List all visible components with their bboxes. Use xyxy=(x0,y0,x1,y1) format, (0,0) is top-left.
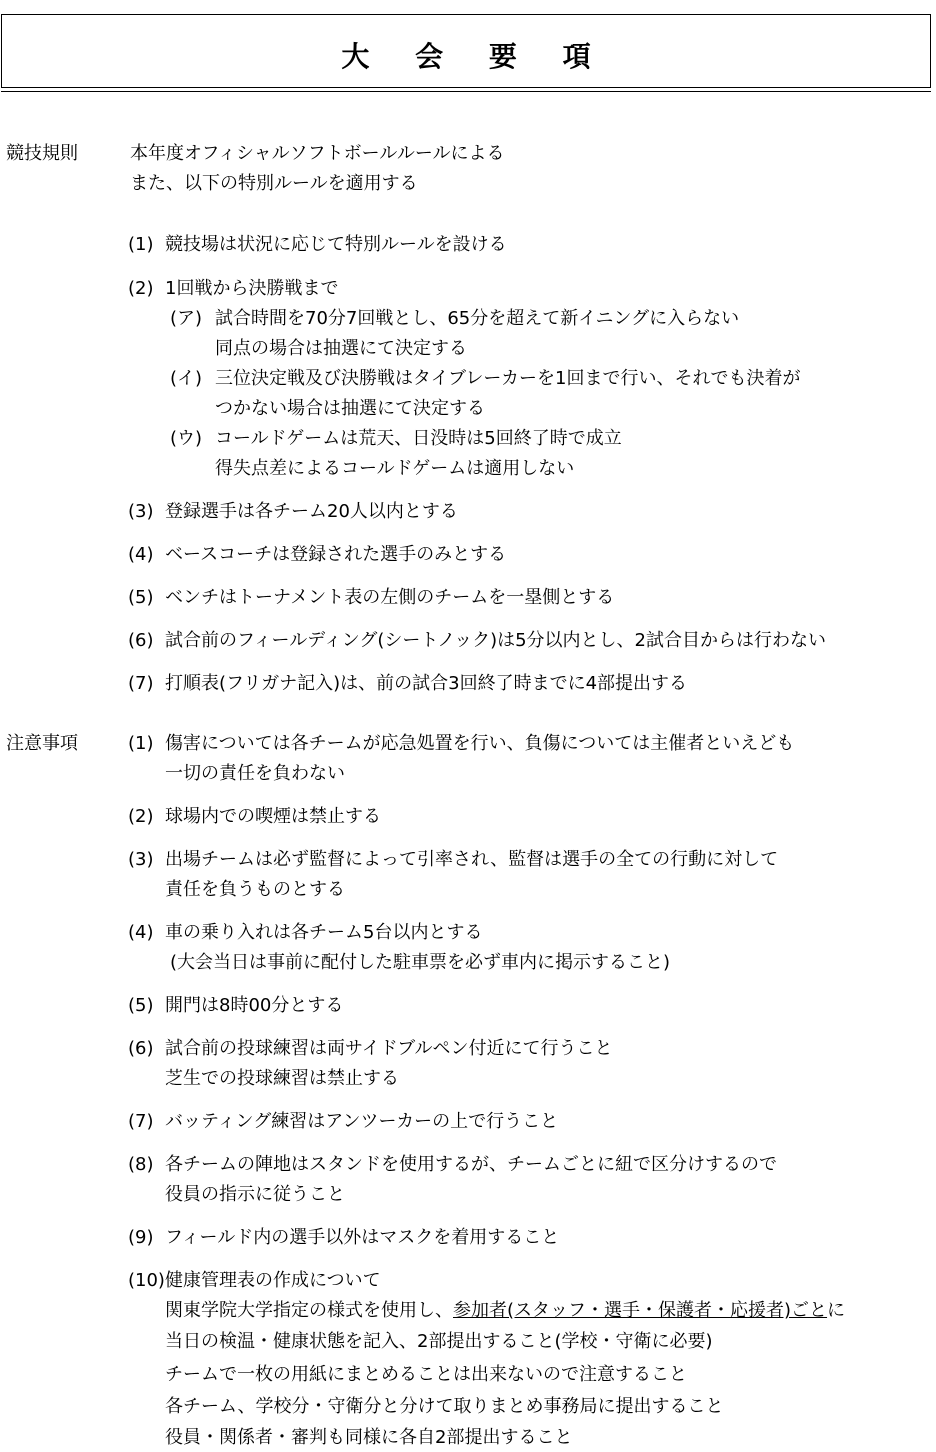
sub-rule-text: 同点の場合は抽選にて決定する xyxy=(215,338,467,359)
sub-rule-number: (ア) xyxy=(170,308,203,329)
rules-intro-line: また、以下の特別ルールを適用する xyxy=(130,173,418,194)
rule-number: (4) xyxy=(128,544,154,565)
note-text: 芝生での投球練習は禁止する xyxy=(165,1068,399,1089)
rule-text: 登録選手は各チーム20人以内とする xyxy=(165,501,458,522)
health-line: チームで一枚の用紙にまとめることは出来ないので注意すること xyxy=(165,1364,687,1385)
rule-number: (1) xyxy=(128,234,154,255)
rule-number: (2) xyxy=(128,278,154,299)
note-text: 健康管理表の作成について xyxy=(165,1270,381,1291)
note-number: (10) xyxy=(128,1270,165,1291)
note-text: バッティング練習はアンツーカーの上で行うこと xyxy=(165,1111,559,1132)
sub-rule-text: 三位決定戦及び決勝戦はタイブレーカーを1回まで行い、それでも決着が xyxy=(215,368,801,389)
note-number: (1) xyxy=(128,733,154,754)
note-text: 一切の責任を負わない xyxy=(165,763,345,784)
health-line xyxy=(165,1300,845,1322)
sub-rule-text: コールドゲームは荒天、日没時は5回終了時で成立 xyxy=(215,428,622,449)
rule-text: ベンチはトーナメント表の左側のチームを一塁側とする xyxy=(165,587,615,608)
rule-text: ベースコーチは登録された選手のみとする xyxy=(165,544,507,565)
rule-text: 打順表(フリガナ記入)は、前の試合3回終了時までに4部提出する xyxy=(165,673,688,694)
sub-rule-number: (ウ) xyxy=(170,428,203,449)
note-text: 役員の指示に従うこと xyxy=(165,1184,345,1205)
health-line-underlined: 参加者(スタッフ・選手・保護者・応援者)ごと xyxy=(453,1300,828,1321)
rule-number: (7) xyxy=(128,673,154,694)
note-text: 車の乗り入れは各チーム5台以内とする xyxy=(165,922,483,943)
health-line: 各チーム、学校分・守衛分と分けて取りまとめ事務局に提出すること xyxy=(165,1396,724,1417)
page-title: 大 会 要 項 xyxy=(341,40,609,73)
rule-number: (3) xyxy=(128,501,154,522)
health-line-prefix: 関東学院大学指定の様式を使用し、 xyxy=(165,1300,453,1321)
rules-heading: 競技規則 xyxy=(6,143,78,164)
note-number: (9) xyxy=(128,1227,154,1248)
note-text: (大会当日は事前に配付した駐車票を必ず車内に掲示すること) xyxy=(170,952,671,973)
note-number: (8) xyxy=(128,1154,154,1175)
rule-text: 1回戦から決勝戦まで xyxy=(165,278,339,299)
note-text: 試合前の投球練習は両サイドブルペン付近にて行うこと xyxy=(165,1038,613,1059)
note-number: (3) xyxy=(128,849,154,870)
note-number: (4) xyxy=(128,922,154,943)
health-line: 当日の検温・健康状態を記入、2部提出すること(学校・守衛に必要) xyxy=(165,1331,713,1352)
note-text: 球場内での喫煙は禁止する xyxy=(165,806,381,827)
rule-number: (5) xyxy=(128,587,154,608)
note-text: 傷害については各チームが応急処置を行い、負傷については主催者といえども xyxy=(165,733,795,754)
sub-rule-text: 得失点差によるコールドゲームは適用しない xyxy=(215,458,575,479)
note-text: 出場チームは必ず監督によって引率され、監督は選手の全ての行動に対して xyxy=(165,849,779,870)
rule-number: (6) xyxy=(128,630,154,651)
note-number: (5) xyxy=(128,995,154,1016)
note-text: 開門は8時00分とする xyxy=(165,995,344,1016)
note-number: (7) xyxy=(128,1111,154,1132)
note-text: 責任を負うものとする xyxy=(165,879,345,900)
title-box xyxy=(1,14,931,88)
health-line: 役員・関係者・審判も同様に各自2部提出すること xyxy=(165,1427,573,1448)
sub-rule-text: 試合時間を70分7回戦とし、65分を超えて新イニングに入らない xyxy=(215,308,740,329)
health-line-suffix: に xyxy=(827,1300,846,1321)
notes-heading: 注意事項 xyxy=(6,733,78,754)
sub-rule-number: (イ) xyxy=(170,368,203,389)
rules-intro-line: 本年度オフィシャルソフトボールルールによる xyxy=(130,143,505,164)
note-number: (2) xyxy=(128,806,154,827)
note-text: 各チームの陣地はスタンドを使用するが、チームごとに紐で区分けするので xyxy=(165,1154,777,1175)
rule-text: 試合前のフィールディング(シートノック)は5分以内とし、2試合目からは行わない xyxy=(165,630,827,651)
note-number: (6) xyxy=(128,1038,154,1059)
sub-rule-text: つかない場合は抽選にて決定する xyxy=(215,398,485,419)
rule-text: 競技場は状況に応じて特別ルールを設ける xyxy=(165,234,507,255)
note-text: フィールド内の選手以外はマスクを着用すること xyxy=(165,1227,560,1248)
